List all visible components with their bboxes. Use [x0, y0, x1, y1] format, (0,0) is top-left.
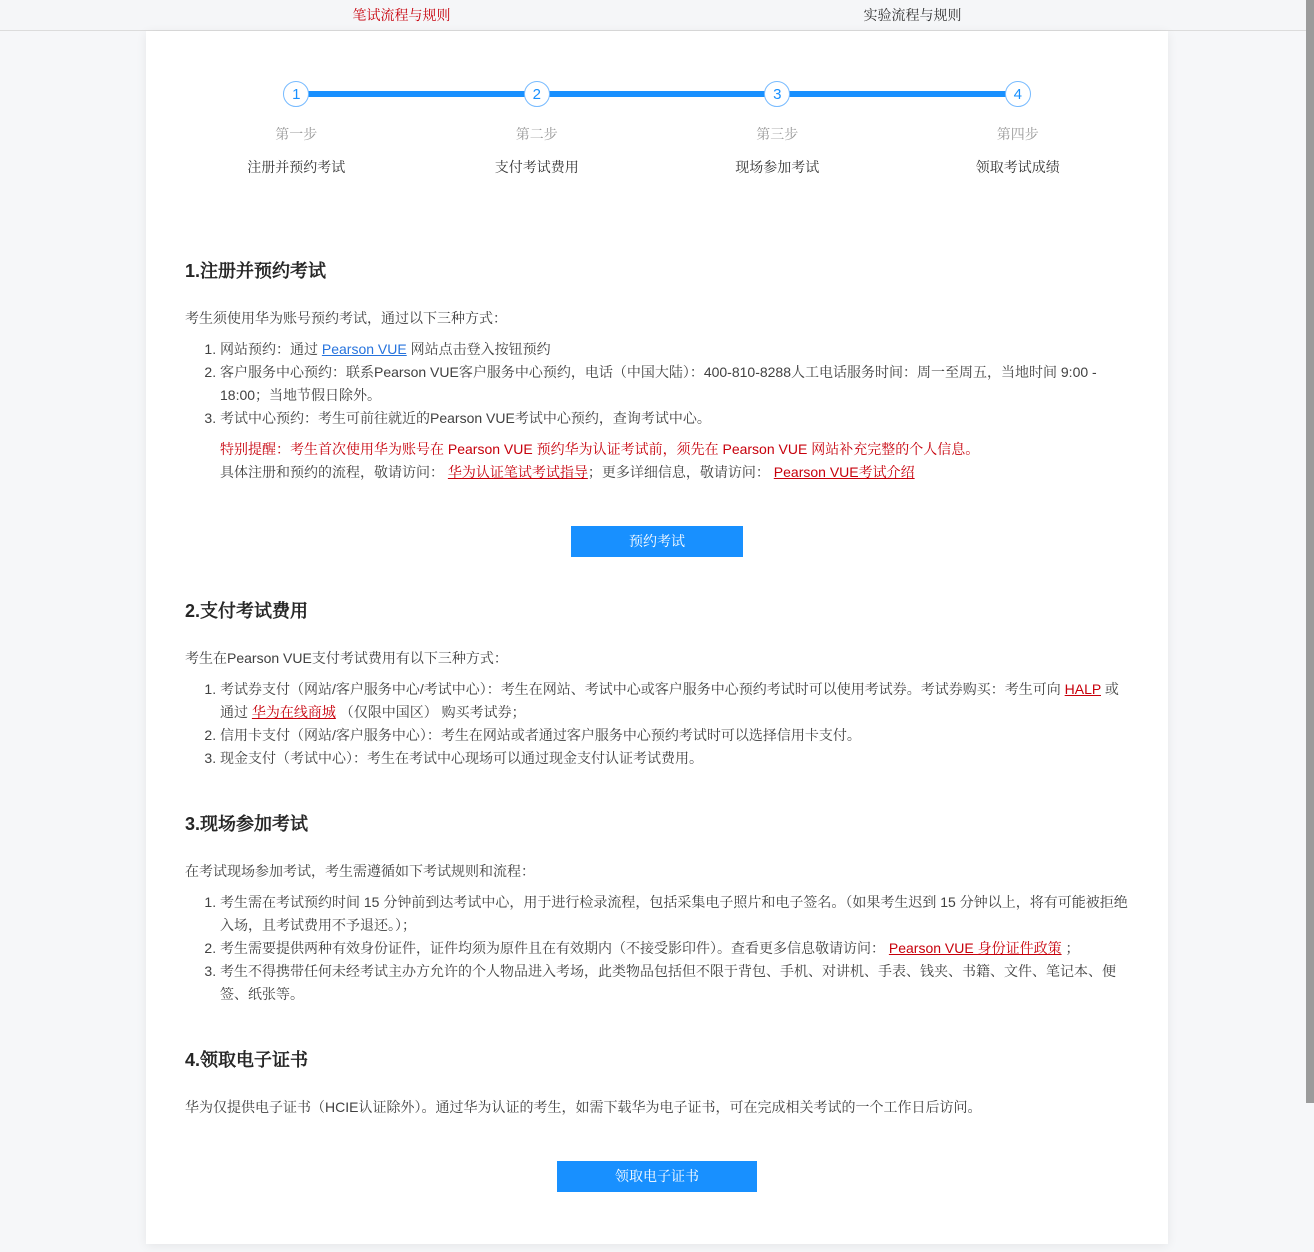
pearson-vue-link[interactable]: Pearson VUE	[322, 341, 407, 357]
text-segment: 具体注册和预约的流程，敬请访问：	[220, 464, 448, 480]
section-intro: 华为仅提供电子证书（HCIE认证除外）。通过华为认证的考生，如需下载华为电子证书，可在完成相关考试的一个工作日后访问。	[185, 1096, 1129, 1119]
step-1-label: 第一步	[275, 124, 317, 144]
payment-method-list	[185, 678, 1129, 770]
section-attend-exam	[146, 810, 1168, 1006]
book-exam-button[interactable]: 预约考试	[571, 526, 743, 557]
get-ecertificate-button[interactable]: 领取电子证书	[557, 1161, 757, 1192]
section-title: 4.领取电子证书	[185, 1046, 1129, 1072]
section-register-and-book	[146, 257, 1168, 557]
text-segment: 网站点击登入按钮预约	[407, 341, 551, 357]
written-exam-guide-link[interactable]: 华为认证笔试考试指导	[448, 464, 588, 480]
stepper-step-2	[417, 81, 658, 177]
registration-guide-note	[185, 461, 1129, 484]
exam-rules-list	[185, 891, 1129, 1006]
text-segment: 考试中心预约：考生可前往就近的Pearson VUE考试中心预约，查询考试中心。	[220, 410, 711, 426]
list-item	[220, 678, 1129, 724]
step-3-label: 第三步	[756, 124, 798, 144]
section-title: 3.现场参加考试	[185, 810, 1129, 836]
text-segment: 考试券支付（网站/客户服务中心/考试中心）：考生在网站、考试中心或客户服务中心预约考试时可以使用考试券。考试券购买：考生可向	[220, 681, 1065, 697]
list-item	[220, 361, 1129, 407]
text-segment: 考生需要提供两种有效身份证件，证件均须为原件且在有效期内（不接受影印件）。查看更多信息敬请访问：	[220, 940, 889, 956]
text-segment: 现金支付（考试中心）：考生在考试中心现场可以通过现金支付认证考试费用。	[220, 750, 703, 766]
text-segment: 客户服务中心预约：联系Pearson VUE客户服务中心预约，电话（中国大陆）：400-810-8288人工电话服务时间：周一至周五，当地时间 9:00 - 18:00；当地节假日除外。	[220, 364, 1097, 403]
text-segment: 考生不得携带任何未经考试主办方允许的个人物品进入考场，此类物品包括但不限于背包、手机、对讲机、手表、钱夹、书籍、文件、笔记本、便签、纸张等。	[220, 963, 1116, 1002]
booking-method-list	[185, 338, 1129, 430]
section-intro: 考生须使用华为账号预约考试，通过以下三种方式：	[185, 307, 1129, 330]
list-item	[220, 937, 1129, 960]
section-pay-exam-fee	[146, 597, 1168, 770]
special-reminder-text	[185, 438, 1129, 461]
step-3-circle-icon: 3	[764, 81, 790, 107]
top-tab-bar	[0, 0, 1314, 31]
section-intro: 考生在Pearson VUE支付考试费用有以下三种方式：	[185, 647, 1129, 670]
stepper-step-3	[657, 81, 898, 177]
text-segment: ；	[1062, 940, 1080, 956]
tab-written-exam-rules[interactable]: 笔试流程与规则	[146, 0, 657, 30]
step-2-label: 第二步	[516, 124, 558, 144]
huawei-online-store-link[interactable]: 华为在线商城	[252, 704, 336, 720]
list-item	[220, 724, 1129, 747]
step-4-name: 领取考试成绩	[976, 157, 1060, 177]
text-segment: 特别提醒：考生首次使用华为账号在 Pearson VUE 预约华为认证考试前，须先在 Pearson VUE 网站补充完整的个人信息。	[220, 441, 979, 457]
step-4-label: 第四步	[997, 124, 1039, 144]
stepper-step-4	[898, 81, 1139, 177]
step-4-circle-icon: 4	[1005, 81, 1031, 107]
text-segment: （仅限中国区） 购买考试券；	[336, 704, 526, 720]
list-item	[220, 747, 1129, 770]
section-title: 1.注册并预约考试	[185, 257, 1129, 283]
section-title: 2.支付考试费用	[185, 597, 1129, 623]
text-segment: ；更多详细信息，敬请访问：	[588, 464, 774, 480]
main-content-card	[146, 31, 1168, 1244]
list-item	[220, 338, 1129, 361]
step-1-circle-icon: 1	[283, 81, 309, 107]
text-segment: 信用卡支付（网站/客户服务中心）：考生在网站或者通过客户服务中心预约考试时可以选择信用卡支付。	[220, 727, 861, 743]
step-2-circle-icon: 2	[524, 81, 550, 107]
text-segment: 网站预约：通过	[220, 341, 322, 357]
stepper-step-1	[176, 81, 417, 177]
halp-link[interactable]: HALP	[1065, 681, 1101, 697]
step-1-name: 注册并预约考试	[247, 157, 345, 177]
text-segment: 或通过	[220, 681, 1119, 720]
pearson-vue-intro-link[interactable]: Pearson VUE考试介绍	[774, 464, 915, 480]
list-item	[220, 891, 1129, 937]
step-2-name: 支付考试费用	[495, 157, 579, 177]
step-3-name: 现场参加考试	[735, 157, 819, 177]
id-policy-link[interactable]: Pearson VUE 身份证件政策	[889, 940, 1062, 956]
list-item	[220, 407, 1129, 430]
section-intro: 在考试现场参加考试，考生需遵循如下考试规则和流程：	[185, 860, 1129, 883]
section-get-certificate	[146, 1046, 1168, 1192]
text-segment: 考生需在考试预约时间 15 分钟前到达考试中心，用于进行检录流程，包括采集电子照片和电子签名。（如果考生迟到 15 分钟以上，将有可能被拒绝入场，且考试费用不予退还。）；	[220, 894, 1128, 933]
exam-process-stepper	[146, 31, 1168, 199]
vertical-scrollbar[interactable]	[1306, 0, 1314, 1103]
list-item	[220, 960, 1129, 1006]
tab-lab-exam-rules[interactable]: 实验流程与规则	[657, 0, 1168, 30]
